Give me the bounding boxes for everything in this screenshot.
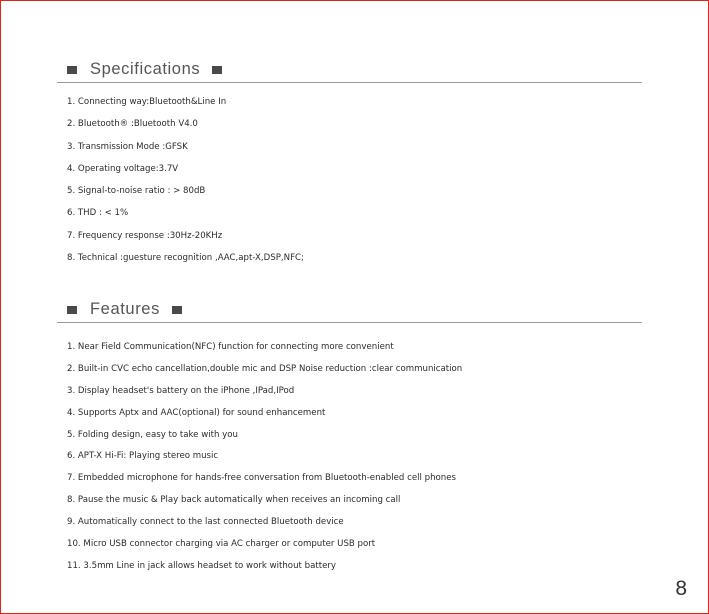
feature-item: 7. Embedded microphone for hands-free conversation from Bluetooth-enabled cell phones xyxy=(67,473,457,484)
features-title: Features xyxy=(90,300,160,318)
feature-item: 6. APT-X Hi-Fi: Playing stereo music xyxy=(67,451,219,462)
feature-item: 9. Automatically connect to the last connected Bluetooth device xyxy=(67,517,344,528)
heading-bullet-square-icon xyxy=(67,306,77,314)
spec-item: 6. THD : < 1% xyxy=(67,208,129,219)
feature-item: 1. Near Field Communication(NFC) function for connecting more convenient xyxy=(67,342,394,352)
heading-bullet-square-icon xyxy=(172,306,182,314)
features-divider xyxy=(57,322,642,323)
feature-item: 11. 3.5mm Line in jack allows headset to work without battery xyxy=(67,560,336,571)
features-heading xyxy=(67,300,182,319)
specifications-title: Specifications xyxy=(90,60,201,78)
spec-item: 3. Transmission Mode :GFSK xyxy=(67,141,188,152)
page-number: 8 xyxy=(675,577,687,600)
specifications-list xyxy=(67,96,304,274)
feature-item: 2. Built-in CVC echo cancellation,double mic and DSP Noise reduction :clear communication xyxy=(67,363,463,374)
specifications-divider xyxy=(57,82,642,83)
feature-item: 8. Pause the music & Play back automatically when receives an incoming call xyxy=(67,495,401,506)
feature-item: 10. Micro USB connector charging via AC charger or computer USB port xyxy=(67,539,376,550)
heading-bullet-square-icon xyxy=(212,66,222,74)
spec-item: 8. Technical :guesture recognition ,AAC,apt-X,DSP,NFC; xyxy=(67,253,304,264)
spec-item: 5. Signal-to-noise ratio : > 80dB xyxy=(67,186,206,197)
feature-item: 3. Display headset's battery on the iPhone ,IPad,IPod xyxy=(67,385,295,396)
heading-bullet-square-icon xyxy=(67,66,77,74)
feature-item: 4. Supports Aptx and AAC(optional) for sound enhancement xyxy=(67,407,326,418)
spec-item: 1. Connecting way:Bluetooth&Line In xyxy=(67,97,227,107)
specifications-heading xyxy=(67,60,222,79)
features-list xyxy=(67,341,462,582)
feature-item: 5. Folding design, easy to take with you xyxy=(67,429,238,440)
spec-item: 2. Bluetooth® :Bluetooth V4.0 xyxy=(67,119,198,130)
spec-item: 4. Operating voltage:3.7V xyxy=(67,163,179,174)
spec-item: 7. Frequency response :30Hz-20KHz xyxy=(67,230,223,241)
